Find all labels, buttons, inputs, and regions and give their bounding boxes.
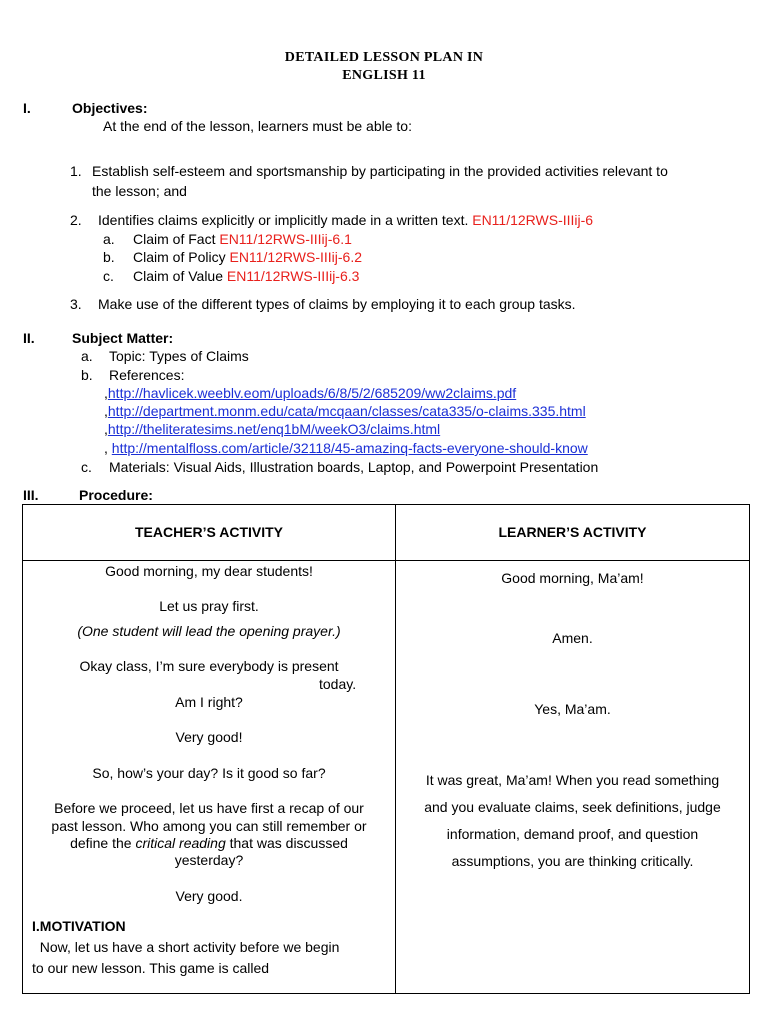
sub-a-text: Claim of Fact [133, 231, 216, 247]
teacher-am-i-right: Am I right? [175, 694, 243, 710]
objective-2-code: EN11/12RWS-IIIij-6 [472, 212, 594, 228]
sub-b-text: Claim of Policy [133, 249, 226, 265]
teacher-how-day: So, how’s your day? Is it good so far? [92, 765, 326, 781]
objective-2-line [98, 212, 593, 228]
reference-link-1[interactable]: http://havlicek.weeblv.eom/uploads/6/8/5/2/685209/ww2claims.pdf [107, 385, 517, 401]
motivation-line1 [32, 939, 388, 955]
teacher-attendance-line1: Okay class, I’m sure everybody is present [79, 658, 339, 674]
sub-b-line [133, 249, 362, 265]
teacher-recap-line3-post: that was discussed [225, 835, 348, 851]
learner-answer-line2: and you evaluate claims, seek definitions, judge [424, 799, 721, 815]
subject-references-label: References: [109, 367, 185, 383]
learner-answer-line3: information, demand proof, and question [446, 826, 699, 842]
teacher-pray: Let us pray first. [159, 598, 259, 614]
learner-answer-line1: It was great, Ma’am! When you read something [425, 772, 720, 788]
objective-1-line2: the lesson; and [92, 183, 187, 199]
sub-a-letter: a. [103, 231, 115, 247]
teacher-attendance-line2: today. [319, 676, 357, 692]
reference-2-prefix: , [104, 403, 108, 419]
sub-b-code: EN11/12RWS-IIIij-6.2 [229, 249, 363, 265]
section-numeral-subject: II. [23, 330, 35, 346]
sub-a-line [133, 231, 352, 247]
learner-greeting: Good morning, Ma’am! [501, 570, 644, 586]
teacher-recap-line3-emphasis: critical reading [135, 835, 226, 851]
subject-topic: Topic: Types of Claims [109, 348, 249, 364]
subject-materials: Materials: Visual Aids, Illustration boards, Laptop, and Powerpoint Presentation [109, 459, 599, 475]
teacher-recap-line1: Before we proceed, let us have first a recap of our [54, 800, 364, 816]
sub-c-line [133, 268, 359, 284]
section-heading-subject: Subject Matter: [72, 330, 174, 346]
reference-4-row [104, 440, 588, 456]
teacher-very-good-2: Very good. [175, 888, 243, 904]
section-numeral-procedure: III. [23, 487, 39, 503]
subject-a-letter: a. [81, 348, 93, 364]
learner-answer-line4: assumptions, you are thinking critically. [451, 853, 694, 869]
sub-c-code: EN11/12RWS-IIIij-6.3 [226, 268, 360, 284]
objective-1-number: 1. [70, 163, 82, 179]
reference-1-row [104, 385, 516, 401]
objective-1-line1: Establish self-esteem and sportsmanship by participating in the provided activities relevant to [92, 163, 668, 179]
teacher-prayer-note: (One student will lead the opening prayer.) [77, 623, 341, 639]
teacher-recap-line3 [23, 835, 395, 851]
objectives-intro: At the end of the lesson, learners must be able to: [103, 118, 412, 134]
reference-link-4[interactable]: http://mentalfloss.com/article/32118/45-amazinq-facts-everyone-should-know [111, 440, 588, 456]
column-header-teacher: TEACHER’S ACTIVITY [134, 524, 284, 540]
teacher-recap-line3-pre: define the [70, 835, 136, 851]
learner-amen: Amen. [552, 630, 593, 646]
subject-b-letter: b. [81, 367, 93, 383]
sub-c-letter: c. [103, 268, 114, 284]
document-title-line1: DETAILED LESSON PLAN IN [284, 50, 484, 65]
section-heading-procedure: Procedure: [79, 487, 153, 503]
sub-b-letter: b. [103, 249, 115, 265]
subject-c-letter: c. [81, 459, 92, 475]
teacher-recap-line4: yesterday? [174, 852, 244, 868]
motivation-line2: to our new lesson. This game is called [32, 960, 270, 976]
sub-c-text: Claim of Value [133, 268, 224, 284]
teacher-recap-line2: past lesson. Who among you can still remember or [51, 818, 367, 834]
objective-2-text: Identifies claims explicitly or implicitly made in a written text. [98, 212, 469, 228]
motivation-line1-text: Now, let us have a short activity before we begin [39, 939, 340, 955]
section-numeral-objectives: I. [23, 100, 31, 116]
reference-2-row [104, 403, 586, 419]
document-title-line2: ENGLISH 11 [342, 68, 426, 83]
table-header-divider [23, 560, 749, 561]
reference-link-2[interactable]: http://department.monm.edu/cata/mcqaan/classes/cata335/o-claims.335.html [107, 403, 586, 419]
sub-a-code: EN11/12RWS-IIIij-6.1 [219, 231, 352, 247]
objective-3-text: Make use of the different types of claims by employing it to each group tasks. [98, 296, 576, 312]
reference-1-prefix: , [104, 385, 108, 401]
reference-3-prefix: , [104, 421, 108, 437]
objective-2-number: 2. [70, 212, 82, 228]
reference-3-row [104, 421, 440, 437]
column-header-learner: LEARNER’S ACTIVITY [498, 524, 647, 540]
teacher-very-good: Very good! [175, 729, 243, 745]
teacher-greeting: Good morning, my dear students! [105, 563, 313, 579]
reference-4-prefix: , [104, 440, 112, 456]
learner-yes: Yes, Ma’am. [534, 701, 611, 717]
procedure-table [22, 504, 750, 994]
section-heading-objectives: Objectives: [72, 100, 148, 116]
reference-link-3[interactable]: http://theliteratesims.net/enq1bM/weekO3/claims.html [107, 421, 441, 437]
motivation-heading: I.MOTIVATION [32, 918, 126, 934]
objective-3-number: 3. [70, 296, 82, 312]
